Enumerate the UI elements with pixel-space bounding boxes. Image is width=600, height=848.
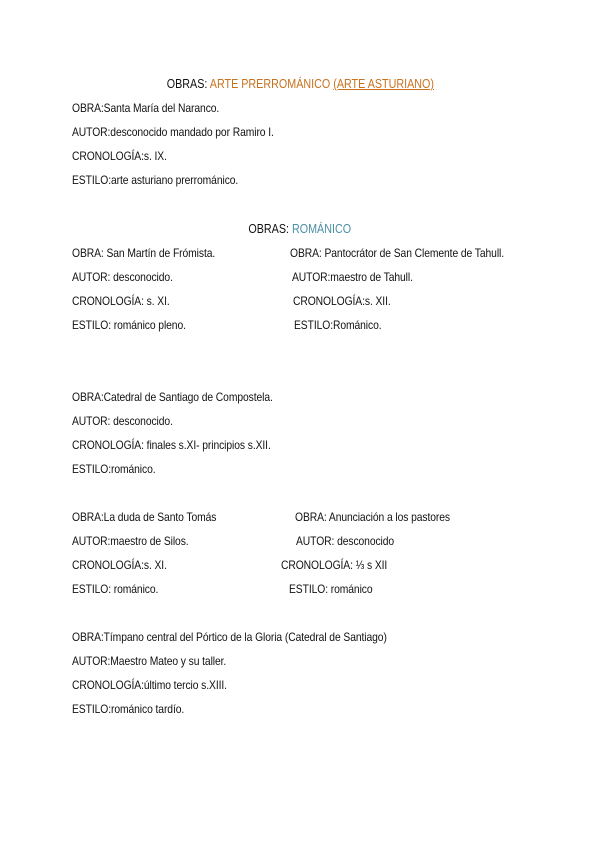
work-obra: OBRA: San Martín de Frómista. xyxy=(72,246,216,260)
work-estilo: ESTILO:Románico. xyxy=(294,318,382,332)
work-obra: OBRA:La duda de Santo Tomás xyxy=(72,510,217,524)
work-autor: AUTOR: desconocido xyxy=(296,534,395,548)
work-estilo: ESTILO:arte asturiano prerrománico. xyxy=(72,173,239,187)
work-estilo: ESTILO: románico pleno. xyxy=(72,318,186,332)
work-obra: OBRA:Catedral de Santiago de Compostela. xyxy=(72,390,273,404)
work-cronologia: CRONOLOGÍA:s. XII. xyxy=(293,294,391,308)
work-cronologia: CRONOLOGÍA:s. XI. xyxy=(72,558,167,572)
heading-prefix: OBRAS: xyxy=(166,77,210,91)
work-estilo: ESTILO: románico xyxy=(289,582,373,596)
work-obra: OBRA:Santa María del Naranco. xyxy=(72,101,220,115)
work-autor: AUTOR:Maestro Mateo y su taller. xyxy=(72,654,227,668)
work-cronologia: CRONOLOGÍA:s. IX. xyxy=(72,149,167,163)
work-cronologia: CRONOLOGÍA: s. XI. xyxy=(72,294,170,308)
work-estilo: ESTILO:románico tardío. xyxy=(72,702,185,716)
section-heading-romanico xyxy=(0,221,600,237)
work-obra: OBRA: Anunciación a los pastores xyxy=(295,510,451,524)
work-autor: AUTOR: desconocido. xyxy=(72,270,173,284)
work-cronologia: CRONOLOGÍA:último tercio s.XIII. xyxy=(72,678,227,692)
heading-title: ARTE PRERROMÁNICO xyxy=(209,77,330,91)
work-obra: OBRA:Tímpano central del Pórtico de la Gloria (Catedral de Santiago) xyxy=(72,630,387,644)
work-obra: OBRA: Pantocrátor de San Clemente de Tahull. xyxy=(290,246,505,260)
work-autor: AUTOR:maestro de Tahull. xyxy=(292,270,413,284)
section-heading-prerromanico xyxy=(0,76,600,92)
work-autor: AUTOR:desconocido mandado por Ramiro I. xyxy=(72,125,274,139)
work-estilo: ESTILO:románico. xyxy=(72,462,156,476)
work-autor: AUTOR: desconocido. xyxy=(72,414,173,428)
heading-subtitle: (ARTE ASTURIANO) xyxy=(332,77,434,91)
heading-prefix: OBRAS: xyxy=(248,222,293,236)
heading-title: ROMÁNICO xyxy=(292,222,352,236)
work-autor: AUTOR:maestro de Silos. xyxy=(72,534,189,548)
work-estilo: ESTILO: románico. xyxy=(72,582,159,596)
work-cronologia: CRONOLOGÍA: finales s.XI- principios s.XII. xyxy=(72,438,271,452)
work-cronologia: CRONOLOGÍA: ⅓ s XII xyxy=(281,558,388,572)
